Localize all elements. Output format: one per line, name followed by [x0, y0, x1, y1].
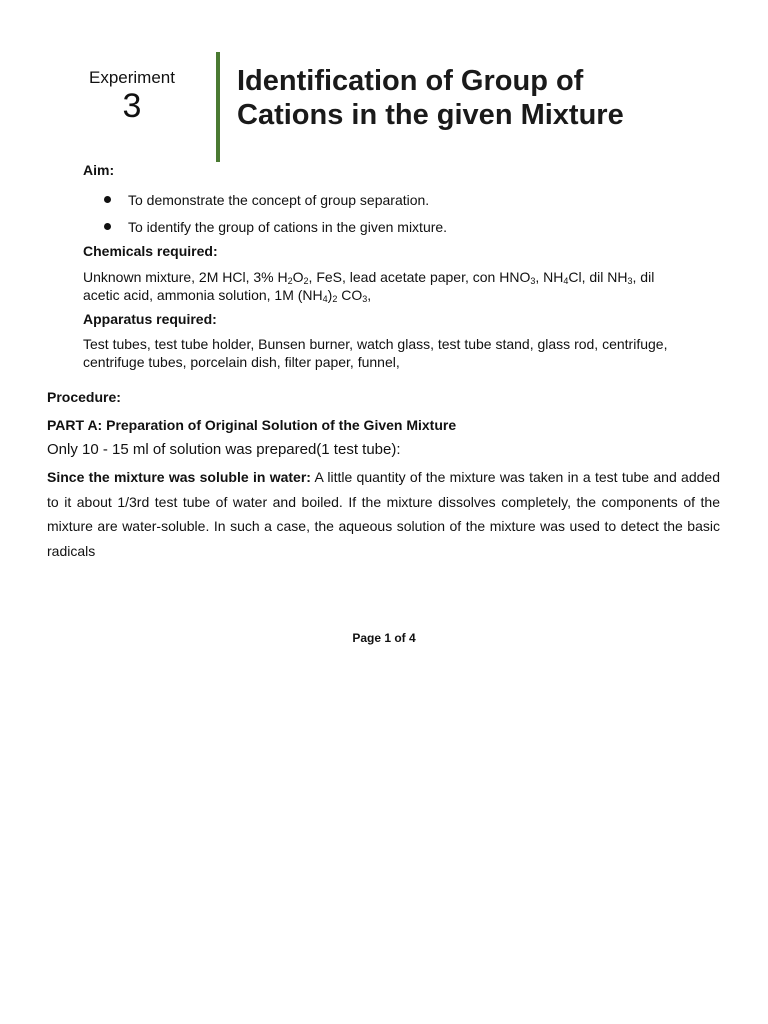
title-accent-bar [216, 52, 220, 162]
aim-heading: Aim: [83, 162, 115, 178]
aim-item-text: To identify the group of cations in the given mixture. [128, 219, 448, 235]
chemicals-heading: Chemicals required: [83, 243, 218, 259]
paragraph-lead: Since the mixture was soluble in water: [47, 469, 311, 485]
apparatus-line-2: centrifuge tubes, porcelain dish, filter paper, funnel, [83, 354, 400, 370]
aim-item-text: To demonstrate the concept of group separation. [128, 192, 430, 208]
page-number: Page 1 of 4 [352, 631, 416, 645]
procedure-paragraph [47, 465, 720, 563]
page-title [237, 64, 737, 132]
experiment-label: Experiment [89, 68, 175, 87]
procedure-note: Only 10 - 15 ml of solution was prepared(1 test tube): [47, 441, 401, 458]
experiment-number: 3 [122, 87, 142, 125]
bullet-icon [104, 196, 111, 203]
bullet-icon [104, 223, 111, 230]
experiment-badge [72, 68, 192, 124]
chemicals-line-1: Unknown mixture, 2M HCl, 3% $H_2O_2$, FeS, lead acetate paper, con $HNO_3$, $NH_4Cl$, dil $NH_3$, dil [83, 269, 655, 286]
part-a-heading: PART A: Preparation of Original Solution of the Given Mixture [47, 417, 457, 433]
procedure-heading: Procedure: [47, 389, 121, 405]
apparatus-heading: Apparatus required: [83, 311, 217, 327]
chemicals-line-2: acetic acid, ammonia solution, 1M $(NH_4)_2$ $CO_3$, [83, 287, 372, 304]
title-line-2: Cations in the given Mixture [237, 99, 624, 131]
paragraph-body: A little quantity of the mixture was taken in a test tube and added to it about 1/3rd test tube of water and boiled. If the mixture dissolves completely, the components of the mixture are water-soluble. In such a case, the aqueous solution of the mixture was used to detect the basic radicals [47, 469, 720, 559]
apparatus-line-1: Test tubes, test tube holder, Bunsen burner, watch glass, test tube stand, glass rod, centrifuge, [83, 336, 668, 352]
title-line-1: Identification of Group of [237, 65, 584, 97]
